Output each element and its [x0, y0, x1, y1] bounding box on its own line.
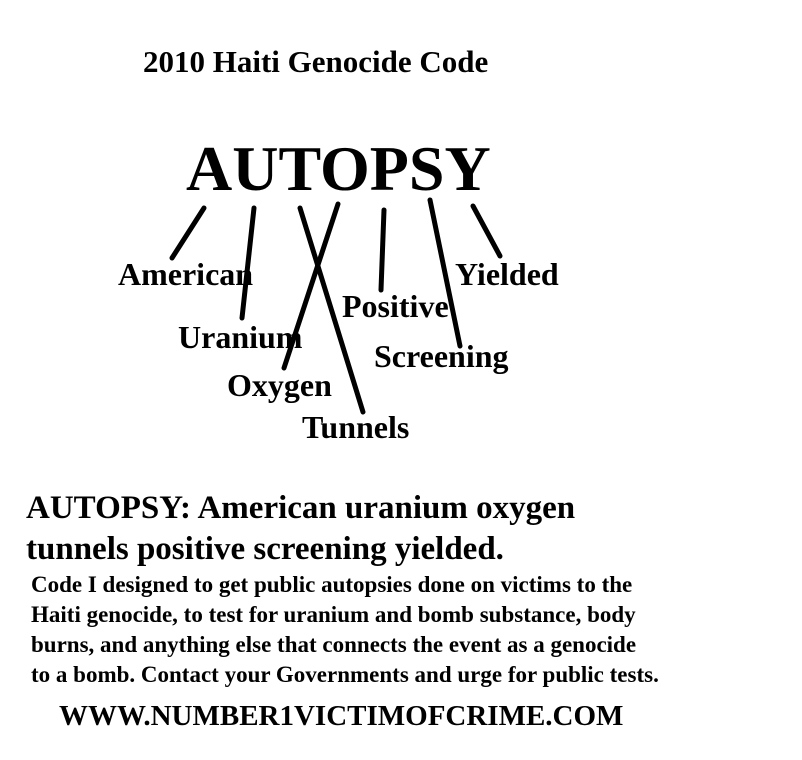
connector-a-american	[172, 208, 204, 258]
word-tunnels: Tunnels	[302, 409, 410, 445]
headline-line-1: AUTOPSY: American uranium oxygen	[26, 490, 576, 526]
body-line-4: to a bomb. Contact your Governments and urge for public tests.	[31, 662, 659, 687]
website-url: WWW.NUMBER1VICTIMOFCRIME.COM	[59, 700, 624, 732]
headline-line-2: tunnels positive screening yielded.	[26, 531, 504, 567]
word-uranium: Uranium	[178, 319, 303, 355]
word-positive: Positive	[342, 288, 449, 324]
word-screening: Screening	[374, 338, 509, 374]
acronym-autopsy: AUTOPSY	[186, 133, 491, 204]
body-paragraph	[31, 570, 791, 690]
connector-y-yielded	[473, 206, 500, 256]
body-line-2: Haiti genocide, to test for uranium and bomb substance, body	[31, 602, 636, 627]
connector-p-positive	[381, 210, 384, 290]
body-line-1: Code I designed to get public autopsies done on victims to the	[31, 572, 633, 597]
poster-title: 2010 Haiti Genocide Code	[143, 44, 489, 79]
body-line-3: burns, and anything else that connects the event as a genocide	[31, 632, 637, 657]
word-oxygen: Oxygen	[227, 367, 332, 403]
word-yielded: Yielded	[455, 256, 559, 292]
word-american: American	[118, 256, 254, 292]
headline	[26, 488, 726, 570]
